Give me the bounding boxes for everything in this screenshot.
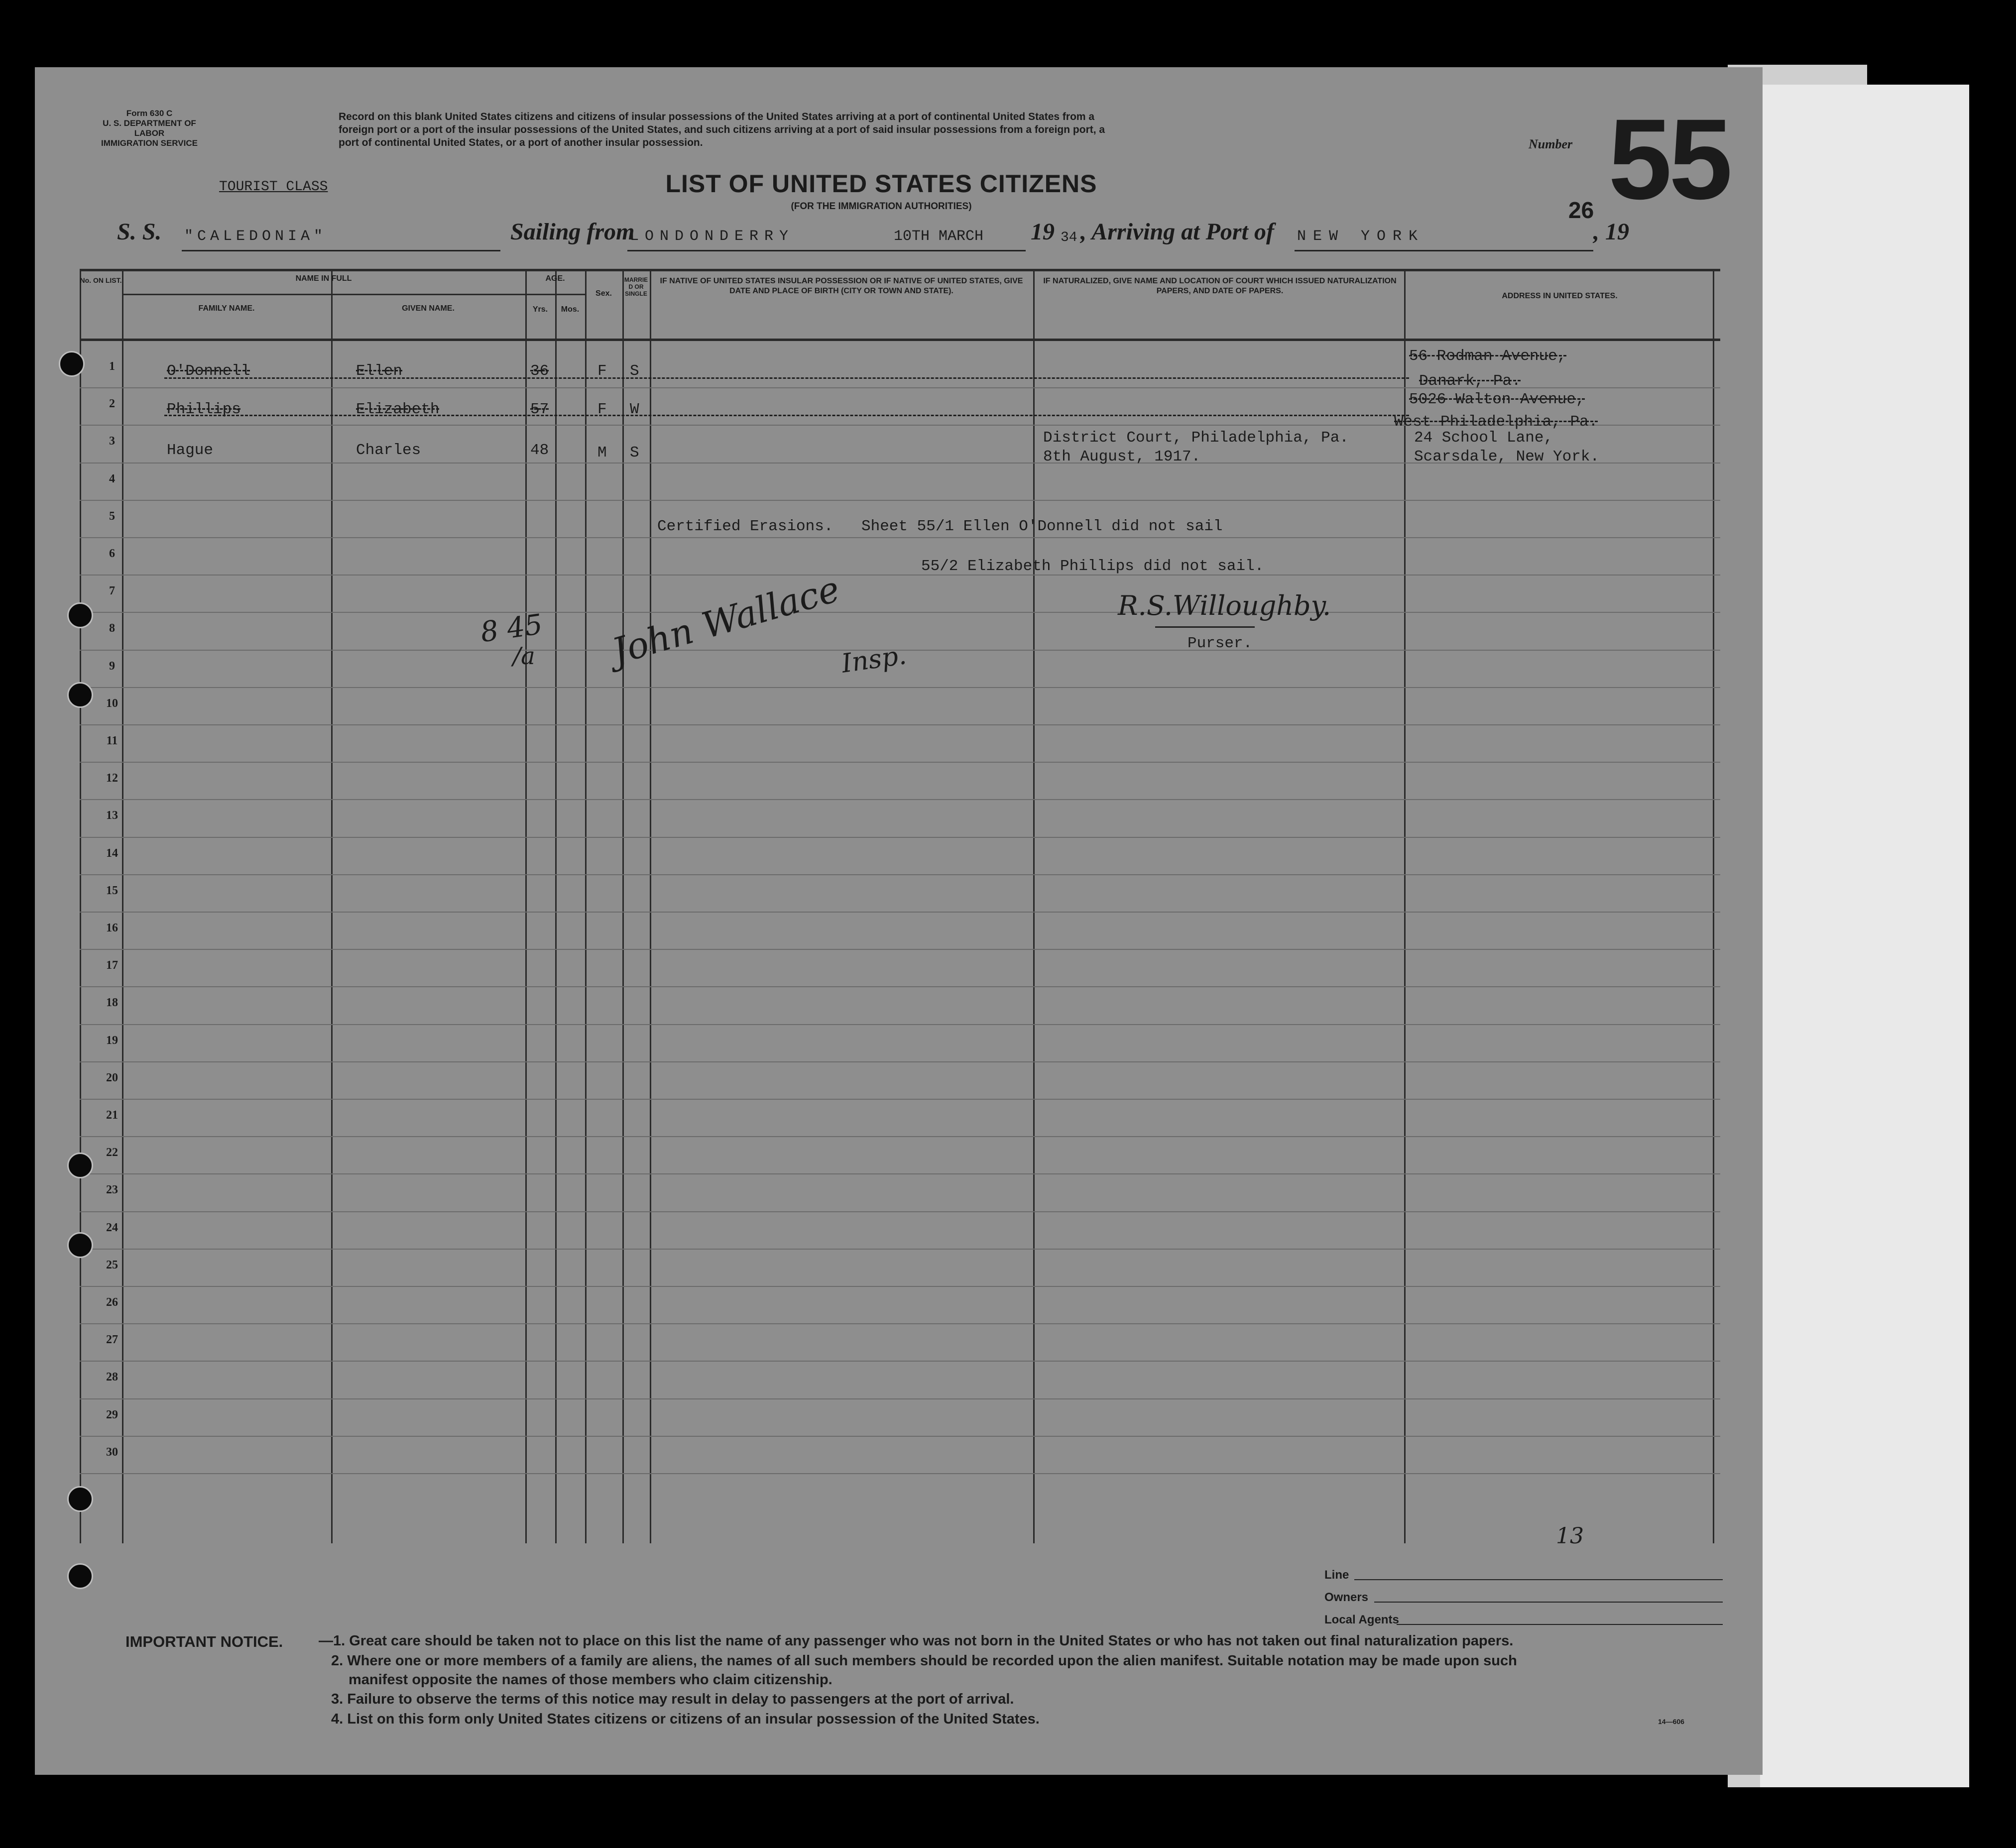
- sex: M: [597, 444, 607, 462]
- row-number: 2: [109, 397, 115, 411]
- port-from-underline: [627, 250, 1026, 251]
- purser-signature: R.S.Willoughby.: [1118, 590, 1331, 621]
- row-rule: [80, 986, 1720, 987]
- instructions-line-2: foreign port or a port of the insular possessions of the United States, and such citizens arriving at a port of said insular possessions from a foreign port, a: [339, 124, 1105, 135]
- row-number: 16: [106, 922, 118, 934]
- row-number: 20: [106, 1071, 118, 1084]
- notice-item-4: 4. List on this form only United States citizens or citizens of an insular possession of the United States.: [331, 1711, 1040, 1727]
- row-number: 27: [106, 1333, 118, 1347]
- row-number: 26: [106, 1296, 118, 1309]
- list-number: 55: [1608, 95, 1730, 223]
- ship-name: "CALEDONIA": [184, 228, 327, 245]
- ss-label: S. S.: [117, 219, 162, 245]
- age-years: 48: [530, 442, 549, 459]
- column-divider: [585, 269, 587, 1543]
- column-divider: [555, 269, 557, 1543]
- instructions: [339, 111, 1474, 149]
- row-rule: [80, 799, 1720, 800]
- page-subtitle: (FOR THE IMMIGRATION AUTHORITIES): [791, 201, 972, 212]
- row-rule: [80, 1099, 1720, 1100]
- notice-item-2-cont: manifest opposite the names of those members who claim citizenship.: [349, 1672, 832, 1688]
- address-line-1: 5026 Walton Avenue,: [1409, 391, 1585, 408]
- punch-hole: [67, 1153, 93, 1178]
- row-rule: [80, 537, 1720, 538]
- row-rule: [80, 837, 1720, 838]
- sailing-label: Sailing from: [510, 219, 635, 245]
- row-number: 29: [106, 1408, 118, 1421]
- family-name: Phillips: [167, 401, 241, 418]
- age-years: 36: [530, 362, 549, 380]
- row-rule: [80, 912, 1720, 913]
- erasion-note-2: 55/2 Elizabeth Phillips did not sail.: [921, 558, 1264, 575]
- margin-note-time: 8 45: [478, 608, 545, 649]
- erasions-label: Certified Erasions.: [657, 518, 833, 535]
- row-number: 11: [106, 734, 118, 747]
- table-border-left: [80, 269, 81, 1543]
- row-number: 4: [109, 472, 115, 485]
- row-rule: [80, 1473, 1720, 1474]
- punch-hole: [67, 1232, 93, 1258]
- row-rule: [80, 500, 1720, 501]
- punch-hole: [67, 602, 93, 628]
- header-sex: Sex.: [595, 289, 612, 298]
- row-number: 1: [109, 360, 115, 373]
- row-number: 6: [109, 547, 115, 560]
- column-divider: [650, 269, 651, 1543]
- row-rule: [80, 1061, 1720, 1062]
- purser-signature-underline: [1155, 626, 1255, 628]
- purser-title: Purser.: [1187, 635, 1253, 652]
- sex: F: [597, 401, 607, 418]
- backing-page-light: [1760, 85, 1969, 1787]
- row-number: 28: [106, 1371, 118, 1384]
- name-age-subrule: [122, 294, 585, 295]
- row-number: 25: [106, 1258, 118, 1271]
- row-rule: [80, 1136, 1720, 1137]
- number-prefix: 26: [1568, 197, 1594, 223]
- notice-item-2: 2. Where one or more members of a family are aliens, the names of all such members should be recorded upon the alien manifest. Suitable notation may be made upon such: [331, 1653, 1517, 1669]
- strike-line-row-2: [164, 415, 1409, 416]
- margin-note-suffix: /a: [513, 642, 535, 670]
- given-name: Elizabeth: [356, 401, 440, 418]
- owners-label: Owners: [1324, 1591, 1369, 1604]
- port-from: LONDONDERRY: [630, 228, 795, 245]
- column-divider: [331, 269, 333, 1543]
- row-rule: [80, 1361, 1720, 1362]
- header-family-name: FAMILY NAME.: [198, 304, 255, 313]
- row-rule: [80, 724, 1720, 725]
- row-rule: [80, 1286, 1720, 1287]
- header-no: No. ON LIST.: [80, 276, 122, 284]
- sex: F: [597, 362, 607, 380]
- row-number: 18: [106, 996, 118, 1010]
- owners-field: [1374, 1602, 1723, 1603]
- print-code: 14—606: [1658, 1718, 1684, 1726]
- address-line-2: Danark, Pa.: [1419, 372, 1521, 390]
- inspector-signature: John Wallace: [607, 568, 844, 673]
- age-years: 57: [530, 401, 549, 418]
- row-rule: [80, 1249, 1720, 1250]
- notice-item-1: —1. Great care should be taken not to place on this list the name of any passenger who was not born in the United States or who has not taken out final naturalization papers.: [319, 1633, 1514, 1649]
- naturalization-court: District Court, Philadelphia, Pa.: [1043, 429, 1349, 447]
- strike-line-row-1: [164, 377, 1409, 379]
- port-to-underline: [1295, 250, 1593, 251]
- column-divider: [622, 269, 624, 1543]
- row-number: 14: [106, 846, 118, 860]
- row-rule: [80, 575, 1720, 576]
- column-divider: [1404, 269, 1406, 1543]
- punch-hole: [59, 351, 85, 377]
- header-birth-place: IF NATIVE OF UNITED STATES INSULAR POSSESSION OR IF NATIVE OF UNITED STATES, GIVE DATE AND PLACE OF BIRTH (CITY OR TOWN AND STATE).: [660, 277, 1023, 295]
- marital-status: S: [630, 362, 639, 380]
- row-number: 21: [106, 1109, 118, 1122]
- row-rule: [80, 1173, 1720, 1174]
- row-number: 3: [109, 435, 115, 448]
- header-given-name: GIVEN NAME.: [402, 304, 455, 313]
- row-rule: [80, 1398, 1720, 1399]
- header-age: AGE.: [545, 274, 565, 283]
- row-number: 23: [106, 1183, 118, 1197]
- row-rule: [80, 1024, 1720, 1025]
- column-divider: [122, 269, 123, 1543]
- row-number: 22: [106, 1146, 118, 1159]
- number-label: Number: [1529, 137, 1573, 151]
- naturalization-date: 8th August, 1917.: [1043, 448, 1201, 465]
- header-married-or-single: MARRIED OR SINGLE: [624, 276, 648, 297]
- local-agents-label: Local Agents: [1324, 1613, 1399, 1626]
- form-number: Form 630 C: [126, 109, 173, 118]
- row-number: 7: [109, 584, 115, 598]
- sailing-date: 10TH MARCH: [894, 228, 984, 245]
- header-name-in-full: NAME IN FULL: [295, 274, 352, 283]
- row-number: 9: [109, 659, 115, 673]
- form-info: [90, 109, 209, 148]
- arriving-label: , Arriving at Port of: [1080, 219, 1274, 245]
- marital-status: W: [630, 401, 639, 418]
- row-number: 19: [106, 1034, 118, 1047]
- address-line-1: 24 School Lane,: [1414, 429, 1553, 447]
- line-field: [1354, 1579, 1723, 1580]
- given-name: Charles: [356, 442, 421, 459]
- instructions-line-1: Record on this blank United States citizens and citizens of insular possessions of the United States arriving at a port of continental United States from a: [339, 111, 1095, 122]
- row-rule: [80, 874, 1720, 875]
- row-number: 5: [109, 509, 115, 523]
- header-address: ADDRESS IN UNITED STATES.: [1502, 292, 1618, 300]
- row-number: 15: [106, 884, 118, 897]
- given-name: Ellen: [356, 362, 403, 380]
- punch-hole: [67, 1563, 93, 1589]
- address-line-2: Scarsdale, New York.: [1414, 448, 1600, 465]
- row-number: 8: [109, 622, 115, 635]
- erasion-note-1: Sheet 55/1 Ellen O'Donnell did not sail: [861, 518, 1223, 535]
- row-rule: [80, 612, 1720, 613]
- address-line-2: West Philadelphia, Pa.: [1394, 413, 1598, 431]
- marital-status: S: [630, 444, 639, 462]
- year2-prefix: , 19: [1593, 219, 1629, 245]
- table-border-right: [1713, 269, 1714, 1543]
- family-name: O'Donnell: [167, 362, 250, 380]
- header-yrs: Yrs.: [532, 305, 548, 314]
- column-divider: [525, 269, 527, 1543]
- header-mos: Mos.: [561, 305, 580, 314]
- row-rule: [80, 762, 1720, 763]
- row-rule: [80, 1436, 1720, 1437]
- punch-hole: [67, 682, 93, 708]
- header-naturalization: IF NATURALIZED, GIVE NAME AND LOCATION OF COURT WHICH ISSUED NATURALIZATION PAPERS, AND DATE OF PAPERS.: [1043, 277, 1397, 295]
- row-number: 13: [106, 809, 118, 822]
- port-to: NEW YORK: [1297, 228, 1425, 245]
- row-number: 24: [106, 1221, 118, 1234]
- sheet-count-note: 13: [1556, 1523, 1584, 1549]
- row-number: 17: [106, 959, 118, 972]
- row-number: 12: [106, 772, 118, 785]
- page-title: LIST OF UNITED STATES CITIZENS: [665, 170, 1097, 198]
- row-rule: [80, 1323, 1720, 1324]
- line-label: Line: [1324, 1568, 1349, 1582]
- year-suffix: 34: [1061, 230, 1077, 245]
- row-rule: [80, 1211, 1720, 1212]
- inspector-title: Insp.: [839, 640, 909, 679]
- punch-hole: [67, 1486, 93, 1512]
- instructions-line-3: port of continental United States, or a port of another insular possession.: [339, 137, 703, 148]
- class-label: TOURIST CLASS: [219, 179, 328, 195]
- row-rule: [80, 687, 1720, 688]
- local-agents-field: [1397, 1624, 1723, 1625]
- family-name: Hague: [167, 442, 214, 459]
- header-bottom-rule: [80, 339, 1720, 341]
- notice-title: IMPORTANT NOTICE.: [125, 1633, 283, 1650]
- notice-item-3: 3. Failure to observe the terms of this notice may result in delay to passengers at the port of arrival.: [331, 1691, 1014, 1707]
- address-line-1: 56 Rodman Avenue,: [1409, 347, 1567, 365]
- row-rule: [80, 949, 1720, 950]
- service-label: IMMIGRATION SERVICE: [101, 138, 198, 148]
- row-number: 10: [106, 696, 118, 710]
- department-label: U. S. DEPARTMENT OF LABOR: [103, 118, 196, 138]
- year-prefix: 19: [1031, 219, 1055, 245]
- ship-underline: [182, 250, 500, 251]
- row-number: 30: [106, 1445, 118, 1459]
- column-divider: [1033, 269, 1035, 1543]
